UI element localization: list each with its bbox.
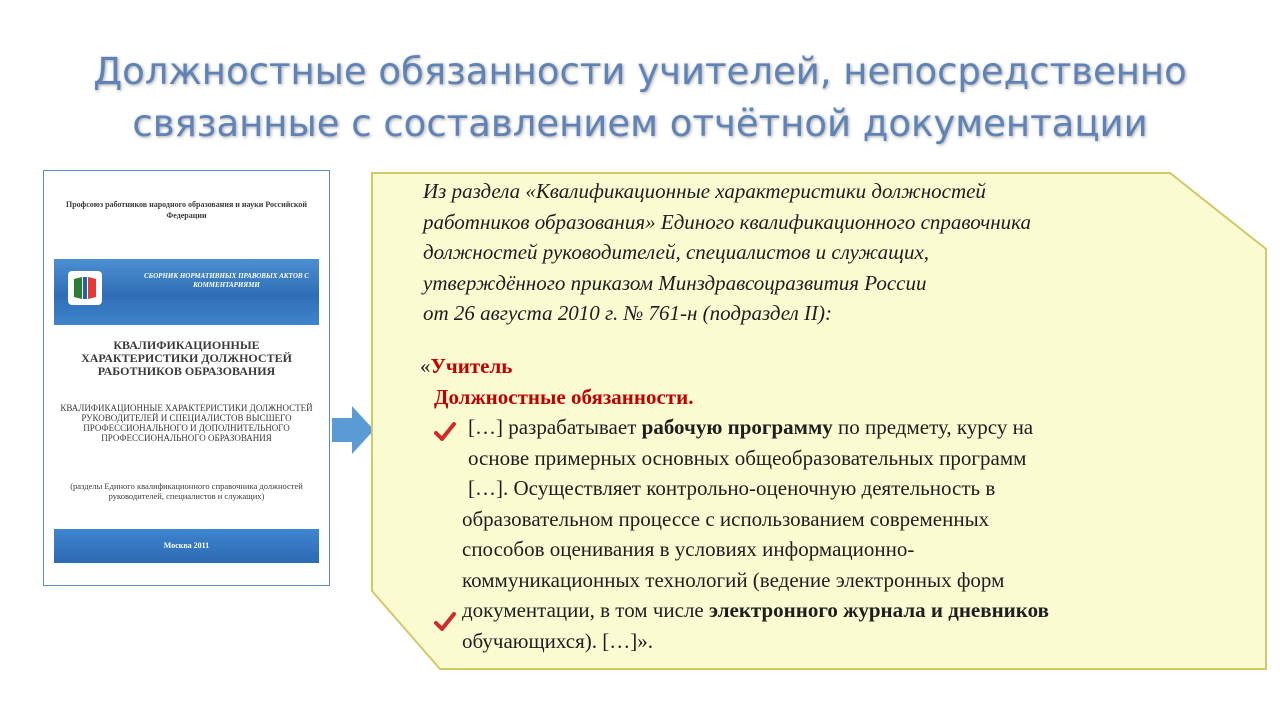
source-reference (423, 176, 1243, 329)
cover-band-text: СБОРНИК НОРМАТИВНЫХ ПРАВОВЫХ АКТОВ С КОММЕНТАРИЯМИ (144, 272, 309, 289)
union-logo-icon (68, 271, 102, 305)
cover-subtitle: КВАЛИФИКАЦИОННЫЕ ХАРАКТЕРИСТИКИ ДОЛЖНОСТЕЙ РУКОВОДИТЕЛЕЙ И СПЕЦИАЛИСТОВ ВЫСШЕГО ПРОФЕССИОНАЛЬНОГО И ДОПОЛНИТЕЛЬНОГО ПРОФЕССИОНАЛЬНОГО ОБРАЗОВАНИЯ (60, 403, 313, 443)
book-cover-image (43, 170, 330, 586)
b1-post: по предмету, курсу на (832, 415, 1034, 439)
intro-line-3: должностей руководителей, специалистов и служащих, (423, 240, 930, 264)
duties-heading: Должностные обязанности. (434, 384, 694, 409)
quote-role-line (420, 351, 1250, 382)
red-checkmark-icon (434, 422, 456, 442)
teacher-duties-quote (420, 351, 1250, 656)
cover-footer-band (54, 529, 319, 563)
bullet-1-line-4: образовательном процессе с использованием современных (462, 506, 990, 531)
title-line-1: Должностные обязанности учителей, непосредственно (93, 50, 1187, 93)
bullet-1-line-6: коммуникационных технологий (ведение электронных форм (462, 567, 1005, 592)
b1-pre: […] разрабатывает (468, 415, 642, 439)
intro-line-1: Из раздела «Квалификационные характеристики должностей (423, 179, 986, 203)
bullet-1-line-3: […]. Осуществляет контрольно-оценочную деятельность в (468, 476, 996, 500)
slide-title (40, 46, 1240, 150)
role-heading: Учитель (430, 354, 513, 378)
b2-pre: документации, в том числе (462, 598, 710, 622)
title-line-2: связанные с составлением отчётной документации (132, 102, 1148, 145)
bullet-1-line-2: основе примерных основных общеобразовательных программ (468, 445, 1027, 470)
red-checkmark-icon (434, 612, 456, 632)
intro-line-5: от 26 августа 2010 г. № 761-н (подраздел II): (423, 301, 832, 325)
intro-line-4: утверждённого приказом Минздравсоцразвития России (423, 270, 927, 295)
open-quote: « (420, 354, 431, 378)
b2-bold: электронного журнала и дневников (709, 598, 1049, 622)
cover-blue-band (54, 259, 319, 325)
intro-line-2: работников образования» Единого квалификационного справочника (423, 209, 1031, 234)
bullet-2-line-1 (420, 595, 1250, 626)
cover-note: (разделы Единого квалификационного справочника должностей руководителей, специалистов и служащих) (70, 481, 303, 501)
bullet-2-line-2: обучающихся). […]». (462, 628, 653, 653)
b1-bold: рабочую программу (641, 415, 833, 439)
cover-main-title: КВАЛИФИКАЦИОННЫЕ ХАРАКТЕРИСТИКИ ДОЛЖНОСТЕЙ РАБОТНИКОВ ОБРАЗОВАНИЯ (81, 338, 292, 378)
cover-city: Москва 2011 (163, 541, 210, 550)
bullet-1-line-5: способов оценивания в условиях информационно- (462, 537, 915, 561)
bullet-1-line-1 (420, 412, 1250, 443)
cover-publisher: Профсоюз работников народного образования и науки Российской Федерации (65, 200, 307, 220)
